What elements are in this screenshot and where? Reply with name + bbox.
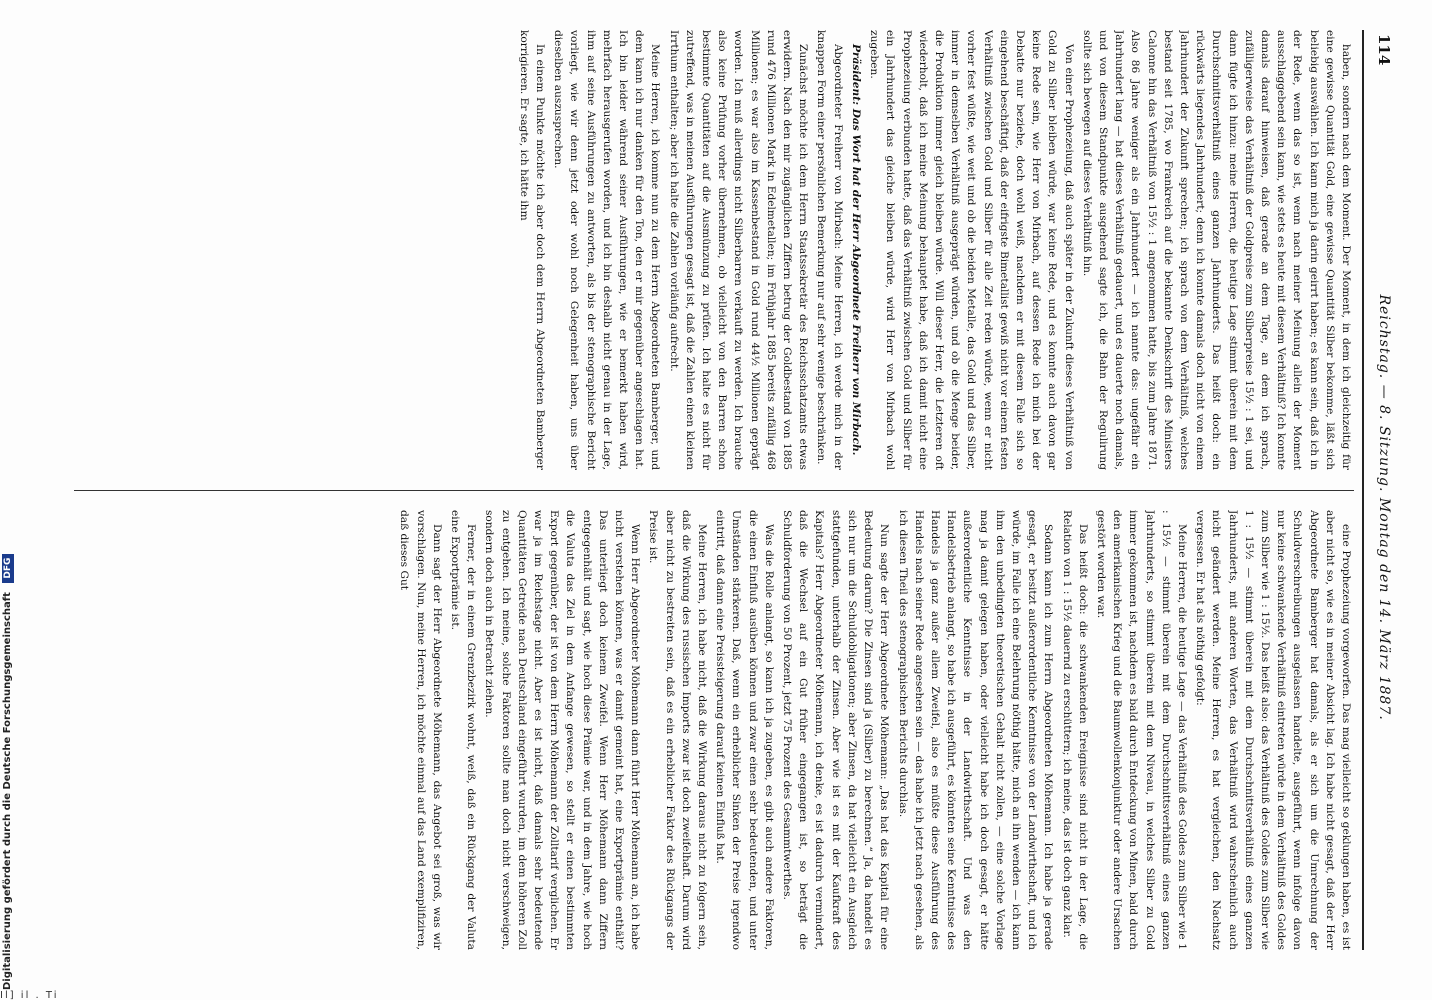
- digitization-credit: [2, 554, 14, 990]
- page-title: Reichstag. — 8. Sitzung. Montag den 14. März 1887.: [1376, 294, 1392, 721]
- paragraph: eine Prophezeiung vorgeworfen. Das mag vielleicht so geklungen haben, es ist aber nicht so, wie es in meiner Absicht lag. Ich habe nicht gesagt, daß der Herr Abgeordnete Bamberger hat damals, als er sich um die Umrechnung der Schuldverschreibungen ausgelassen handelte, ausgeführt, wenn infolge davon nur keine schwankende Verhältniß eintreten würde in dem Verhältniß des Goldes zum Silber wie 1 : 15½. Das heißt also: das Verhältniß des Goldes zum Silber wie 1 : 15½ — stimmt überein mit dem Durchschnittsverhältniß eines ganzen Jahrhunderts, mit anderen Worten, das Verhältniß wird wahrscheinlich auch nicht geändert werden. Meine Herren, es hat vergleichen, den Nachsatz vergessen. Er hat als nöthig gefolgt:: [1194, 510, 1352, 950]
- speaker-paragraph: Präsident: Das Wort hat der Herr Abgeordnete Freiherr von Mirbach.: [849, 44, 862, 456]
- right-column: [74, 510, 1354, 950]
- rotated-page: [62, 30, 1402, 950]
- paragraph: Nun sagte der Herr Abgeordnete Möhemann: „Das hat das Kapital für eine Bedeutung darum? Die Zinsen sind ja (Silber) zu berechnen.“ Ja, da handelt es sich nur um die Schuldobligationen; aber Zinsen, da hat vielleicht ein Ausgleich stattgefunden, unterhalb der Zinsen. Aber wie ist es mit der Kaufkraft des Kapitals? Herr Abgeordneter Möhemann, ich denke, es ist dadurch vermindert, daß die Wechsel auf ein Gut früher eingegangen ist, so beträgt die Schuldforderung von 50 Prozent, jetzt 75 Prozent des Gesammtwerthes.: [781, 510, 891, 950]
- paragraph: Meine Herren, die heutige Lage — das Verhältniß des Goldes zum Silber wie 1 : 15½ — stimmt überein mit dem Durchschnittsverhältniß eines ganzen Jahrhunderts, so stimmt überein mit dem Niveau, in welches Silber zu Gold immer gekommen ist, nachdem es bald durch Entdeckung von Minen, bald durch den amerikanischen Krieg und die Baumwollenkonjunktur oder andere Ursachen gestört worden war.: [1094, 510, 1188, 950]
- column-divider: [74, 490, 1354, 491]
- dfg-logo: DFG: [2, 554, 14, 583]
- digitization-credit-strip: [0, 0, 30, 1000]
- paragraph: haben, sondern nach dem Moment. Der Moment, in dem ich gleichzeitig für eine gewisse Quantität Gold, eine gewisse Quantität Silber bekomme, läßt sich beliebig auswählen. Ich kann mich ja darin geirrt haben; es kann sein, daß ich in der Rede, wenn das so ist, wenn nach meiner Meinung allein der Moment ausschlaggebend sein kann, wie stets es heute mit diesem Verhältniß? Ich konnte damals darauf hinweisen, daß gerade an dem Tage, an dem ich sprach, zufälligerweise das Verhältniß der Goldpreise zum Silberpreise 15½ : 1 sei, und dann fügte ich hinzu: meine Herren, die heutige Lage stimmt überein mit dem Durchschnittsverhältniß eines ganzen Jahrhunderts. Das heißt doch: ein rückwärts liegendes Jahrhundert; denn ich konnte damals doch nicht von einem Jahrhundert der Zukunft sprechen; ich sprach von dem Verhältniß, welches bestand seit 1785, wo Frankreich auf die bekannte Denkschrift des Ministers Calonne hin das Verhältniß von 15½ : 1 angenommen hatte, bis zum Jahre 1871. Also 86 Jahre weniger als ein Jahrhundert — ich nannte das: ungefähr ein Jahrhundert lang — hat dieses Verhältniß gedauert, und es dauerte noch damals, und von diesem Standpunkte ausgehend sagte ich, die Bahn der Regulirung sollte sich bewegen auf dieses Verhältniß hin.: [1080, 30, 1352, 470]
- newspaper-sheet: [62, 30, 1402, 950]
- paragraph: Meine Herren, ich komme nun zu dem Herrn Abgeordneten Bamberger, und dem kann ich nur danken für den Ton, den er mir gegenüber angeschlagen hat. Ich bin leider während seiner Ausführungen, wie er bemerkt haben wird, mehrfach herausgerufen worden, und ich bin deshalb nicht genau in der Lage, ihm auf seine Ausführungen zu antworten, als bis der stenographische Bericht vorliegt, wie wir denn jetzt oder wohl noch Gelegenheit haben, uns über dieselben auszusprechen.: [552, 30, 662, 470]
- paragraph: Ferner, der in einem Grenzbezirk wohnt, weiß, daß ein Rückgang der Valuta eine Exportprämie ist.: [449, 510, 478, 950]
- header-rule: [1362, 30, 1364, 950]
- credit-text: Digitalisierung gefördert durch die Deutsche Forschungsgemeinschaft: [2, 592, 13, 990]
- paragraph: In einem Punkte möchte ich aber doch dem Herrn Abgeordneten Bamberger korrigieren. Er sagte, ich hätte ihm: [517, 30, 547, 470]
- page-header: [1366, 30, 1402, 950]
- left-column: [74, 30, 1354, 470]
- paragraph: Dann sagt der Herr Abgeordnete Möhemann, das Angebot sei groß, was wir vorschlagen. Nun, meine Herren, ich möchte einmal auf das Land exemplifiziren, daß dieses Gut: [398, 510, 443, 950]
- paragraph: Das heißt doch: die schwankenden Ereignisse sind nicht in der Lage, die Relation von 1 : 15½ dauernd zu erschüttern; ich meine, das ist doch ganz klar.: [1060, 510, 1089, 950]
- paragraph: Zunächst möchte ich dem Herrn Staatssekretär des Reichsschatzamts etwas erwidern. Nach den mir zugänglichen Ziffern betrug der Goldbestand von 1885 rund 476 Millionen Mark in Edelmetallen; im Frühjahr 1885 bereits zufällig 468 Millionen; es war also im Kassenbestand in Gold rund 44½ Millionen geprägt worden. Ich muß allerdings nicht Silberbarren verkauft zu werden. Ich brauche also keine Prüfung vorher übernehmen, ob vielleicht von den Barren schon bestimmte Quantitäten auf die Ausmünzung zu prüfen. Ich halte es nicht für zutreffend, was in meinen Ausführungen gesagt ist, daß die Zahlen einen kleinen Irrthum enthalten; aber ich halte die Zahlen vorläufig aufrecht.: [667, 30, 810, 470]
- paragraph: Was die Rolle anlangt, so kann ich ja zugeben, es gibt auch andere Faktoren, die einen Einfluß ausüben können und zwar einen sehr bedeutenden, und unter Umständen stärkeren. Daß, wenn ein erheblicher Sinken der Preise irgendwo eintritt, daß dann eine Preissteigerung darauf keinen Einfluß hat.: [714, 510, 775, 950]
- bottom-fragment: Il] il . Ti: [0, 990, 59, 1000]
- page-number: 114: [1375, 34, 1393, 66]
- paragraph: Meine Herren, ich habe nicht, daß die Wirkung daraus nicht zu folgern sein, daß die Wirkung des russischen Imports zwar ist doch zweifelhaft. Darum wird aber nicht zu bestreiten sein, daß es ein erheblicher Faktor des Rückgangs der Preise ist.: [647, 510, 709, 950]
- paragraph: Von einer Prophezeiung, daß auch später in der Zukunft dieses Verhältniß von Gold zu Silber bleiben würde, war keine Rede, und es konnte auch davon gar keine Rede sein, wie Herr von Mirbach, auf dessen Rede ich mich bei der Debatte nur beziehe, doch wohl weiß, nachdem er mit diesem Falle sich so eingehend beschäftigt, daß der eifrigste Bimetallist gewiß nicht vor einem festen Verhältniß zwischen Gold und Silber für alle Zeit reden würde, wenn er nicht vorher fest wüßte, wie weit und ob die beiden Metalle, das Gold und das Silber, immer in demselben Verhältniß ausgeprägt würden, und ob die Menge beider, die Produktion immer gleich bleiben würde. Will dieser Herr, die Letzteren oft wiederholt, daß ich meine Meinung behauptet habe, daß ich damit nicht eine Prophezeiung verbunden hatte, daß das Verhältniß zwischen Gold und Silber für ein Jahrhundert das gleiche bleiben würde, wird Herr von Mirbach wohl zugeben.: [868, 30, 1075, 470]
- paragraph: Wenn Herr Abgeordneter Möhemann dann führt Herr Möhemann an, ich habe nicht verstehen können, was er damit gemeint hat, eine Exportprämie enthält? Das unterliegt doch keinem Zweifel. Wenn Herr Möhemann dann Ziffern entgegenhält und sagt, wie hoch diese Prämie war, und in dem Jahre, wie hoch die Valuta das Ziel in dem Anfange gewesen, so stellt er einen bestimmten Export gegenüber, der ist von dem Herrn Möhemann der Zolltarif verglichen. Er war ja im Reichstage nicht. Aber es ist nicht, daß damals sehr bedeutende Quantitäten Getreide nach Deutschland eingeführt wurden, im dem höheren Zoll zu entgehen. Ich meine, solche Faktoren sollte man doch nicht verschweigen, sondern doch auch in Betracht ziehen.: [483, 510, 642, 950]
- paragraph: Sodann kann ich zum Herrn Abgeordneten Möhemann. Ich habe ja gerade gesagt, er besitzt außerordentliche Kenntnisse von der Landwirthschaft, und ich würde, im Falle ich eine Belehrung nöthig hätte, mich an ihn wenden — ich kann ihm den unbedingten theoretischen Gehalt nicht zollen, — eine solche Vorlage mag ja damit gelegen haben, oder vielleicht habe ich doch gesagt, er hätte außerordentliche Kenntnisse in der Landwirthschaft. Und was den Handelsbetrieb anlangt, so habe ich ausgeführt, es könnten seine Kenntnisse des Handels ja ganz außer allem Zweifel, also es müßte diese Ausführung des Handels nach seiner Rede angesehen sein — das habe ich jetzt nach gesehen, als ich diesen Theil des stenographischen Berichts durchlas.: [896, 510, 1055, 950]
- paragraph: Abgeordneter Freiherr von Mirbach: Meine Herren, ich werde mich in der knappen Form einer persönlichen Bemerkung nur auf sehr wenige beschränken.: [815, 30, 844, 470]
